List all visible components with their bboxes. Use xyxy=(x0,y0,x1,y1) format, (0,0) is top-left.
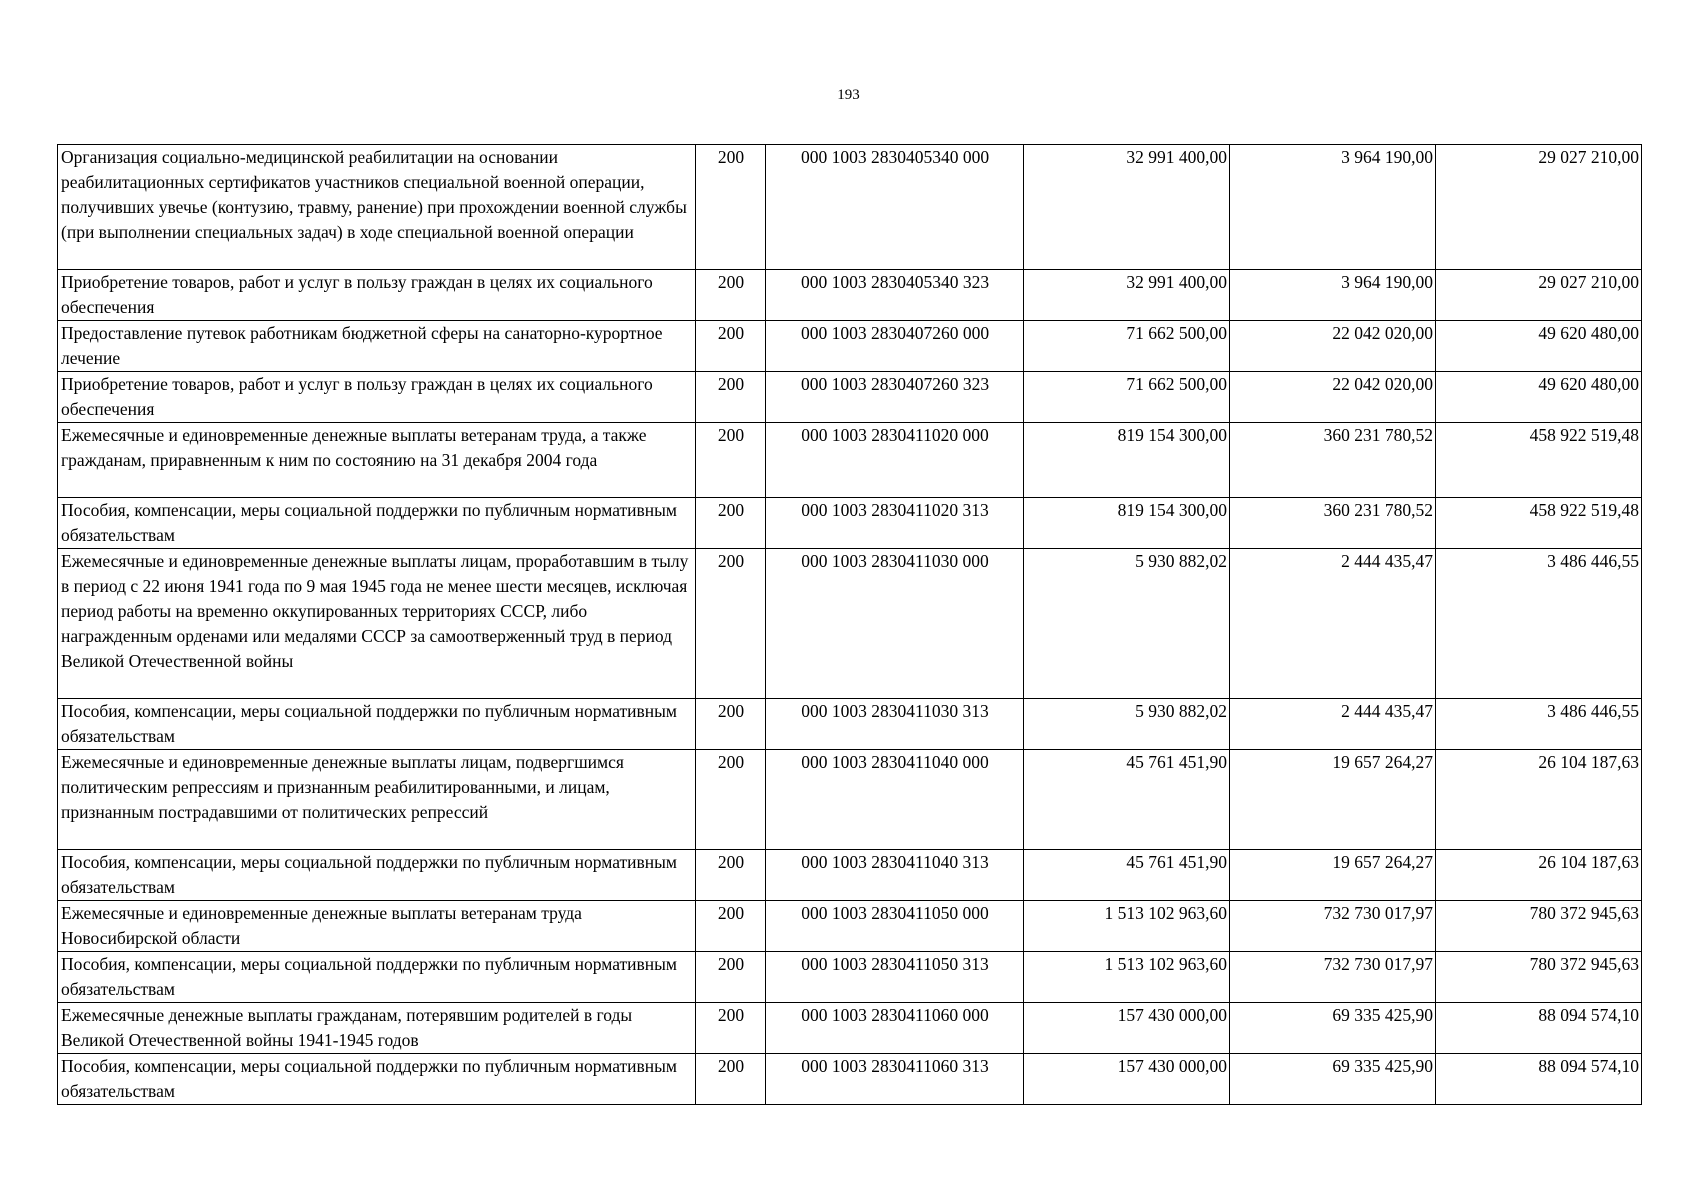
row-admin-cell: 200 xyxy=(696,850,766,901)
row-name-cell: Пособия, компенсации, меры социальной поддержки по публичным нормативным обязательствам xyxy=(58,1054,696,1105)
row-executed-cell: 19 657 264,27 xyxy=(1230,850,1436,901)
row-name-cell: Ежемесячные и единовременные денежные выплаты лицам, подвергшимся политическим репрессиям и признанным реабилитированными, и лицам, признанным пострадавшими от политических репрессий xyxy=(58,750,696,850)
row-admin-cell: 200 xyxy=(696,952,766,1003)
table-row xyxy=(58,1054,1642,1105)
row-admin-cell: 200 xyxy=(696,699,766,750)
row-code-cell: 000 1003 2830411050 000 xyxy=(766,901,1024,952)
row-admin-cell: 200 xyxy=(696,270,766,321)
row-plan-cell: 32 991 400,00 xyxy=(1024,145,1230,270)
row-plan-cell: 71 662 500,00 xyxy=(1024,321,1230,372)
row-remaining-cell: 458 922 519,48 xyxy=(1436,498,1642,549)
row-admin-cell: 200 xyxy=(696,498,766,549)
row-admin-cell: 200 xyxy=(696,901,766,952)
row-executed-cell: 22 042 020,00 xyxy=(1230,321,1436,372)
row-name-cell: Ежемесячные и единовременные денежные выплаты лицам, проработавшим в тылу в период с 22 июня 1941 года по 9 мая 1945 года не менее шести месяцев, исключая период работы на временно оккупированных территориях СССР, либо награжденным орденами или медалями СССР за самоотверженный труд в период Великой Отечественной войны xyxy=(58,549,696,699)
row-remaining-cell: 3 486 446,55 xyxy=(1436,699,1642,750)
row-plan-cell: 1 513 102 963,60 xyxy=(1024,901,1230,952)
row-code-cell: 000 1003 2830411020 000 xyxy=(766,423,1024,498)
row-executed-cell: 732 730 017,97 xyxy=(1230,952,1436,1003)
row-code-cell: 000 1003 2830411030 000 xyxy=(766,549,1024,699)
row-remaining-cell: 29 027 210,00 xyxy=(1436,270,1642,321)
row-executed-cell: 22 042 020,00 xyxy=(1230,372,1436,423)
row-remaining-cell: 29 027 210,00 xyxy=(1436,145,1642,270)
row-remaining-cell: 88 094 574,10 xyxy=(1436,1003,1642,1054)
row-plan-cell: 819 154 300,00 xyxy=(1024,423,1230,498)
row-executed-cell: 732 730 017,97 xyxy=(1230,901,1436,952)
table-row xyxy=(58,321,1642,372)
row-code-cell: 000 1003 2830411040 000 xyxy=(766,750,1024,850)
table-row xyxy=(58,423,1642,498)
table-row xyxy=(58,372,1642,423)
table-row xyxy=(58,145,1642,270)
row-plan-cell: 71 662 500,00 xyxy=(1024,372,1230,423)
row-admin-cell: 200 xyxy=(696,549,766,699)
table-row xyxy=(58,699,1642,750)
row-executed-cell: 19 657 264,27 xyxy=(1230,750,1436,850)
row-executed-cell: 3 964 190,00 xyxy=(1230,270,1436,321)
row-executed-cell: 360 231 780,52 xyxy=(1230,498,1436,549)
row-remaining-cell: 88 094 574,10 xyxy=(1436,1054,1642,1105)
row-admin-cell: 200 xyxy=(696,1054,766,1105)
row-executed-cell: 360 231 780,52 xyxy=(1230,423,1436,498)
page-number: 193 xyxy=(837,87,860,103)
row-plan-cell: 45 761 451,90 xyxy=(1024,750,1230,850)
budget-execution-table xyxy=(57,144,1642,1105)
table-body xyxy=(58,145,1642,1105)
row-executed-cell: 3 964 190,00 xyxy=(1230,145,1436,270)
row-code-cell: 000 1003 2830411060 000 xyxy=(766,1003,1024,1054)
row-remaining-cell: 780 372 945,63 xyxy=(1436,901,1642,952)
row-name-cell: Пособия, компенсации, меры социальной поддержки по публичным нормативным обязательствам xyxy=(58,699,696,750)
row-plan-cell: 32 991 400,00 xyxy=(1024,270,1230,321)
row-name-cell: Приобретение товаров, работ и услуг в пользу граждан в целях их социального обеспечения xyxy=(58,372,696,423)
row-name-cell: Ежемесячные и единовременные денежные выплаты ветеранам труда Новосибирской области xyxy=(58,901,696,952)
row-executed-cell: 69 335 425,90 xyxy=(1230,1054,1436,1105)
row-code-cell: 000 1003 2830411020 313 xyxy=(766,498,1024,549)
row-executed-cell: 2 444 435,47 xyxy=(1230,549,1436,699)
row-code-cell: 000 1003 2830411050 313 xyxy=(766,952,1024,1003)
row-name-cell: Ежемесячные и единовременные денежные выплаты ветеранам труда, а также гражданам, приравненным к ним по состоянию на 31 декабря 2004 года xyxy=(58,423,696,498)
row-plan-cell: 5 930 882,02 xyxy=(1024,699,1230,750)
row-name-cell: Предоставление путевок работникам бюджетной сферы на санаторно-курортное лечение xyxy=(58,321,696,372)
row-code-cell: 000 1003 2830411040 313 xyxy=(766,850,1024,901)
table-row xyxy=(58,952,1642,1003)
table-row xyxy=(58,270,1642,321)
row-remaining-cell: 49 620 480,00 xyxy=(1436,372,1642,423)
row-plan-cell: 819 154 300,00 xyxy=(1024,498,1230,549)
row-code-cell: 000 1003 2830407260 000 xyxy=(766,321,1024,372)
row-code-cell: 000 1003 2830405340 323 xyxy=(766,270,1024,321)
table-row xyxy=(58,498,1642,549)
row-executed-cell: 69 335 425,90 xyxy=(1230,1003,1436,1054)
table-row xyxy=(58,549,1642,699)
row-remaining-cell: 780 372 945,63 xyxy=(1436,952,1642,1003)
row-plan-cell: 45 761 451,90 xyxy=(1024,850,1230,901)
row-admin-cell: 200 xyxy=(696,1003,766,1054)
row-plan-cell: 157 430 000,00 xyxy=(1024,1054,1230,1105)
row-admin-cell: 200 xyxy=(696,145,766,270)
row-plan-cell: 5 930 882,02 xyxy=(1024,549,1230,699)
table-row xyxy=(58,850,1642,901)
row-name-cell: Приобретение товаров, работ и услуг в пользу граждан в целях их социального обеспечения xyxy=(58,270,696,321)
row-code-cell: 000 1003 2830411030 313 xyxy=(766,699,1024,750)
row-name-cell: Пособия, компенсации, меры социальной поддержки по публичным нормативным обязательствам xyxy=(58,498,696,549)
table-row xyxy=(58,901,1642,952)
row-executed-cell: 2 444 435,47 xyxy=(1230,699,1436,750)
row-admin-cell: 200 xyxy=(696,423,766,498)
row-code-cell: 000 1003 2830405340 000 xyxy=(766,145,1024,270)
row-admin-cell: 200 xyxy=(696,321,766,372)
row-code-cell: 000 1003 2830411060 313 xyxy=(766,1054,1024,1105)
row-name-cell: Пособия, компенсации, меры социальной поддержки по публичным нормативным обязательствам xyxy=(58,850,696,901)
row-plan-cell: 1 513 102 963,60 xyxy=(1024,952,1230,1003)
row-admin-cell: 200 xyxy=(696,372,766,423)
row-remaining-cell: 3 486 446,55 xyxy=(1436,549,1642,699)
row-plan-cell: 157 430 000,00 xyxy=(1024,1003,1230,1054)
table-row xyxy=(58,750,1642,850)
row-name-cell: Ежемесячные денежные выплаты гражданам, потерявшим родителей в годы Великой Отечественной войны 1941-1945 годов xyxy=(58,1003,696,1054)
row-remaining-cell: 26 104 187,63 xyxy=(1436,750,1642,850)
row-remaining-cell: 26 104 187,63 xyxy=(1436,850,1642,901)
row-name-cell: Пособия, компенсации, меры социальной поддержки по публичным нормативным обязательствам xyxy=(58,952,696,1003)
row-code-cell: 000 1003 2830407260 323 xyxy=(766,372,1024,423)
row-admin-cell: 200 xyxy=(696,750,766,850)
row-remaining-cell: 458 922 519,48 xyxy=(1436,423,1642,498)
row-remaining-cell: 49 620 480,00 xyxy=(1436,321,1642,372)
table-row xyxy=(58,1003,1642,1054)
row-name-cell: Организация социально-медицинской реабилитации на основании реабилитационных сертификатов участников специальной военной операции, получивших увечье (контузию, травму, ранение) при прохождении военной службы (при выполнении специальных задач) в ходе специальной военной операции xyxy=(58,145,696,270)
